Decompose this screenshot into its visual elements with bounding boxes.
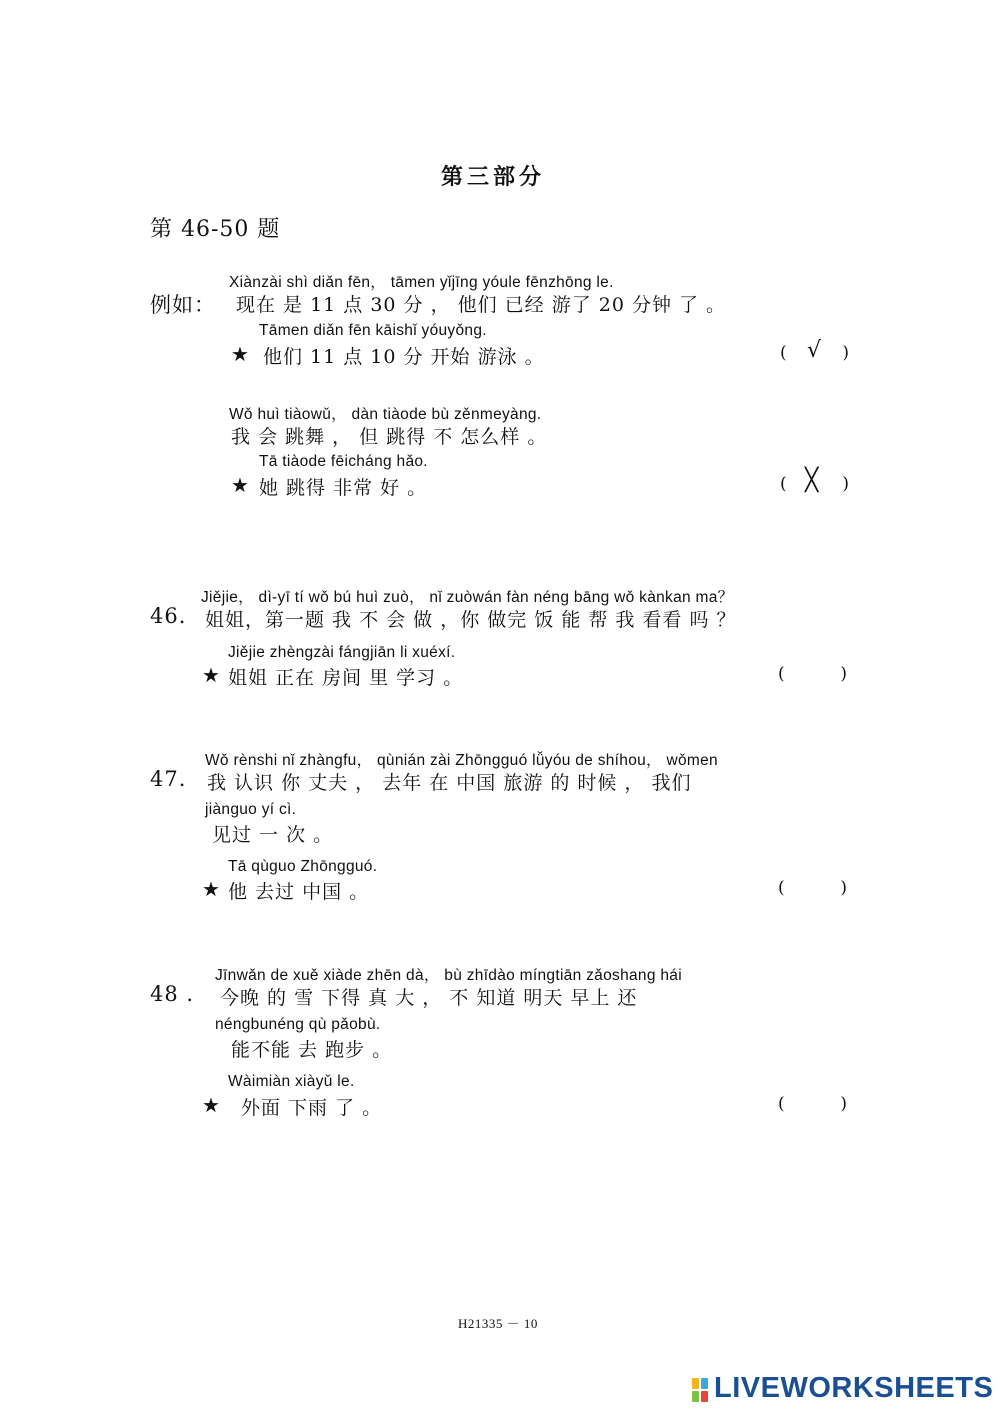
example-label: 例如： — [150, 293, 216, 317]
q48-pinyin-2: néngbunéng qù pǎobù. — [215, 1016, 381, 1033]
example-1-statement-pinyin: Tāmen diǎn fēn kāishǐ yóuyǒng. — [259, 322, 487, 339]
q47-statement-pinyin: Tā qùguo Zhōngguó. — [228, 858, 378, 875]
star-icon: ★ — [202, 877, 221, 901]
q47-statement-hanzi: 他 去过 中国 。 — [228, 881, 370, 903]
q47-hanzi: 我 认识 你 丈夫 ， 去年 在 中国 旅游 的 时候 ， 我们 — [207, 772, 692, 794]
q46-pinyin: Jiějie， dì-yī tí wǒ bú huì zuò， nǐ zuòwán fàn néng bāng wǒ kànkan ma？ — [201, 589, 734, 606]
q46-number: 46. — [150, 604, 187, 628]
q48-answer-blank[interactable] — [794, 1092, 832, 1116]
page-footer: H21335 － 10 — [458, 1316, 538, 1331]
example-1-pinyin: Xiànzài shì diǎn fēn， tāmen yǐjīng yóule fēnzhōng le. — [229, 274, 614, 291]
liveworksheets-logo-icon — [692, 1378, 710, 1402]
q46-hanzi: 姐姐，第一题 我 不 会 做 ，你 做完 饭 能 帮 我 看看 吗 ？ — [205, 609, 737, 631]
q48-pinyin: Jīnwǎn de xuě xiàde zhēn dà， bù zhīdào míngtiān zǎoshang hái — [215, 967, 682, 984]
star-icon: ★ — [231, 473, 250, 497]
example-1-statement-hanzi: 他们 11 点 10 分 开始 游泳 。 — [263, 346, 545, 368]
q48-hanzi: 今晚 的 雪 下得 真 大 ， 不 知道 明天 早上 还 — [220, 987, 638, 1009]
example-2-statement-hanzi: 她 跳得 非常 好 。 — [259, 477, 428, 499]
q48-hanzi-2: 能不能 去 跑步 。 — [231, 1039, 393, 1061]
star-icon: ★ — [231, 342, 250, 366]
q47-answer-blank[interactable] — [794, 876, 832, 900]
q47-number: 47. — [150, 767, 187, 791]
section-title: 第三部分 — [441, 164, 546, 190]
q46-answer-blank[interactable] — [794, 662, 832, 686]
q47-hanzi-2: 见过 一 次 。 — [212, 824, 334, 846]
example-1-hanzi: 现在 是 11 点 30 分 ， 他们 已经 游了 20 分钟 了 。 — [236, 294, 727, 316]
star-icon: ★ — [202, 1093, 221, 1117]
q46-statement-hanzi: 姐姐 正在 房间 里 学习 。 — [228, 667, 464, 689]
cross-icon: ╳ — [805, 468, 820, 493]
q48-number: 48 . — [150, 982, 195, 1006]
q47-pinyin-2: jiànguo yí cì. — [205, 801, 297, 818]
q48-statement-pinyin: Wàimiàn xiàyǔ le. — [228, 1073, 355, 1090]
q47-pinyin: Wǒ rènshi nǐ zhàngfu， qùnián zài Zhōngguó lǚyóu de shíhou， wǒmen — [205, 752, 718, 769]
example-2-statement-pinyin: Tā tiàode fēicháng hǎo. — [259, 453, 428, 470]
star-icon: ★ — [202, 663, 221, 687]
q48-statement-hanzi: 外面 下雨 了 。 — [241, 1097, 383, 1119]
q46-statement-pinyin: Jiějie zhèngzài fángjiān li xuéxí. — [228, 644, 456, 661]
question-range: 第 46-50 题 — [150, 217, 281, 242]
liveworksheets-brand[interactable]: LIVEWORKSHEETS — [714, 1372, 994, 1404]
checkmark-icon: √ — [807, 338, 823, 363]
example-2-pinyin: Wǒ huì tiàowǔ， dàn tiàode bù zěnmeyàng. — [229, 406, 542, 423]
example-2-hanzi: 我 会 跳舞 ， 但 跳得 不 怎么样 。 — [231, 426, 548, 448]
